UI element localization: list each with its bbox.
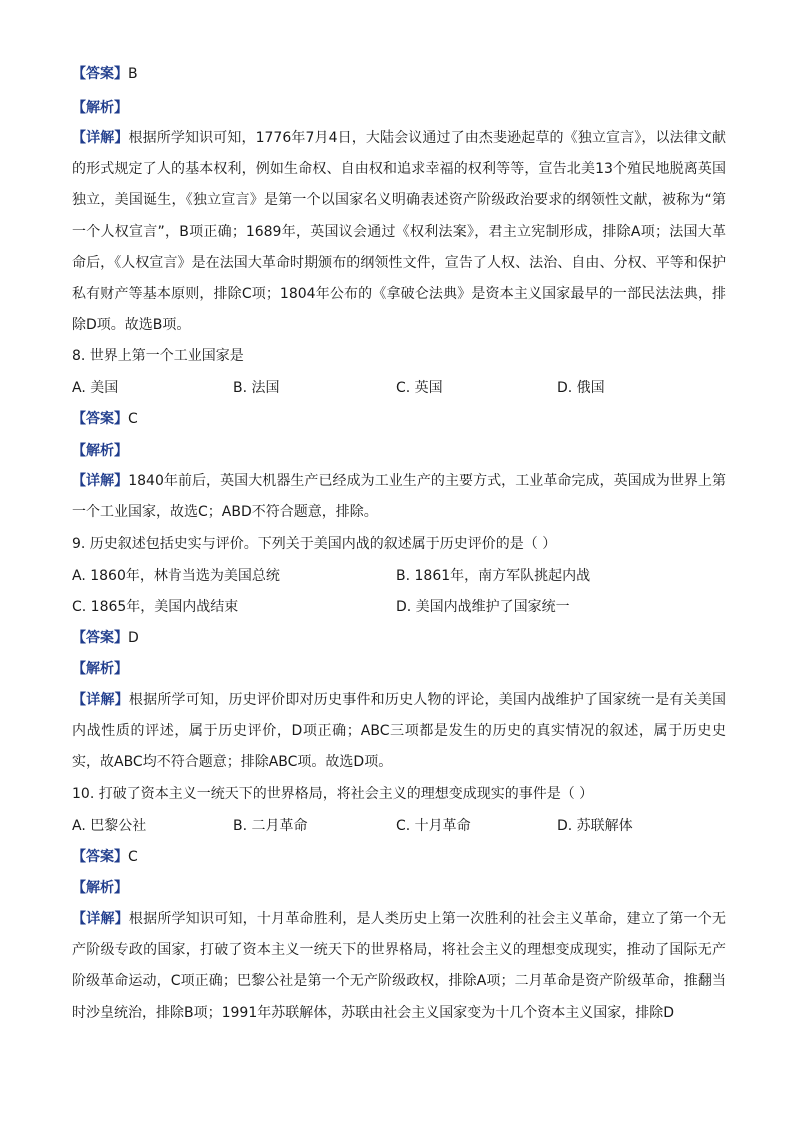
- detail-label: 【详解】: [72, 130, 129, 146]
- q9-analysis-heading: [72, 659, 128, 679]
- detail-text: 1840年前后，英国大机器生产已经成为工业生产的主要方式，工业革命完成，英国成为世界上第一个工业国家，故选C；ABD不符合题意，排除。: [72, 473, 726, 521]
- q8-analysis-heading: [72, 441, 128, 461]
- q10-analysis-heading: [72, 878, 128, 898]
- answer-label: 【答案】: [72, 411, 128, 427]
- q10-option-c: C. 十月革命: [396, 818, 471, 834]
- q8-option-c: C. 英国: [396, 380, 443, 396]
- q8-option-a: A. 美国: [72, 380, 119, 396]
- q10-option-d: D. 苏联解体: [557, 818, 633, 834]
- answer-value: C: [128, 849, 138, 865]
- analysis-label: 【解析】: [72, 880, 128, 896]
- analysis-label: 【解析】: [72, 100, 128, 116]
- q10-detail-paragraph: [72, 904, 726, 1029]
- q8-option-d: D. 俄国: [557, 380, 605, 396]
- answer-value: C: [128, 411, 138, 427]
- q9-option-a: A. 1860年，林肯当选为美国总统: [72, 568, 280, 584]
- answer-line: [72, 64, 138, 84]
- detail-text: 根据所学可知，历史评价即对历史事件和历史人物的评论，美国内战维护了国家统一是有关美国内战性质的评述，属于历史评价，D项正确；ABC三项都是发生的历史的真实情况的叙述，属于历史史实，故ABC均不符合题意；排除ABC项。故选D项。: [72, 692, 726, 771]
- detail-paragraph: [72, 123, 726, 341]
- answer-label: 【答案】: [72, 630, 128, 646]
- answer-label: 【答案】: [72, 849, 128, 865]
- detail-text: 根据所学知识可知，1776年7月4日，大陆会议通过了由杰斐逊起草的《独立宣言》，以法律文献的形式规定了人的基本权利，例如生命权、自由权和追求幸福的权利等等，宣告北美13个殖民地脱离英国独立，美国诞生，《独立宣言》是第一个以国家名义明确表述资产阶级政治要求的纲领性文献，被称为“第一个人权宣言”，B项正确；1689年，英国议会通过《权利法案》，君主立宪制形成，排除A项；法国大革命后，《人权宣言》是在法国大革命时期颁布的纲领性文件，宣告了人权、法治、自由、分权、平等和保护私有财产等基本原则，排除C项；1804年公布的《拿破仑法典》是资本主义国家最早的一部民法法典，排除D项。故选B项。: [72, 130, 726, 334]
- answer-label: 【答案】: [72, 66, 128, 82]
- detail-label: 【详解】: [72, 473, 129, 489]
- detail-label: 【详解】: [72, 911, 129, 927]
- question-10-stem: 10. 打破了资本主义一统天下的世界格局，将社会主义的理想变成现实的事件是（ ）: [72, 786, 594, 802]
- q9-option-b: B. 1861年，南方军队挑起内战: [396, 568, 591, 584]
- q8-option-b: B. 法国: [233, 380, 280, 396]
- q9-detail-paragraph: [72, 685, 726, 779]
- question-9-stem: 9. 历史叙述包括史实与评价。下列关于美国内战的叙述属于历史评价的是（ ）: [72, 536, 557, 552]
- q8-answer-line: [72, 409, 138, 429]
- answer-value: D: [128, 630, 139, 646]
- analysis-label: 【解析】: [72, 661, 128, 677]
- detail-text: 根据所学知识可知，十月革命胜利，是人类历史上第一次胜利的社会主义革命，建立了第一个无产阶级专政的国家，打破了资本主义一统天下的世界格局，将社会主义的理想变成现实，推动了国际无产阶级革命运动，C项正确；巴黎公社是第一个无产阶级政权，排除A项；二月革命是资产阶级革命，推翻当时沙皇统治，排除B项；1991年苏联解体，苏联由社会主义国家变为十几个资本主义国家，排除D: [72, 911, 726, 1021]
- question-8-stem: 8. 世界上第一个工业国家是: [72, 348, 244, 364]
- q9-option-d: D. 美国内战维护了国家统一: [396, 599, 570, 615]
- q10-option-a: A. 巴黎公社: [72, 818, 147, 834]
- q9-option-c: C. 1865年，美国内战结束: [72, 599, 239, 615]
- detail-label: 【详解】: [72, 692, 129, 708]
- q8-detail-paragraph: [72, 466, 726, 528]
- analysis-heading: [72, 98, 128, 118]
- q9-answer-line: [72, 628, 139, 648]
- q10-option-b: B. 二月革命: [233, 818, 308, 834]
- answer-value: B: [128, 66, 138, 82]
- q10-answer-line: [72, 847, 138, 867]
- analysis-label: 【解析】: [72, 443, 128, 459]
